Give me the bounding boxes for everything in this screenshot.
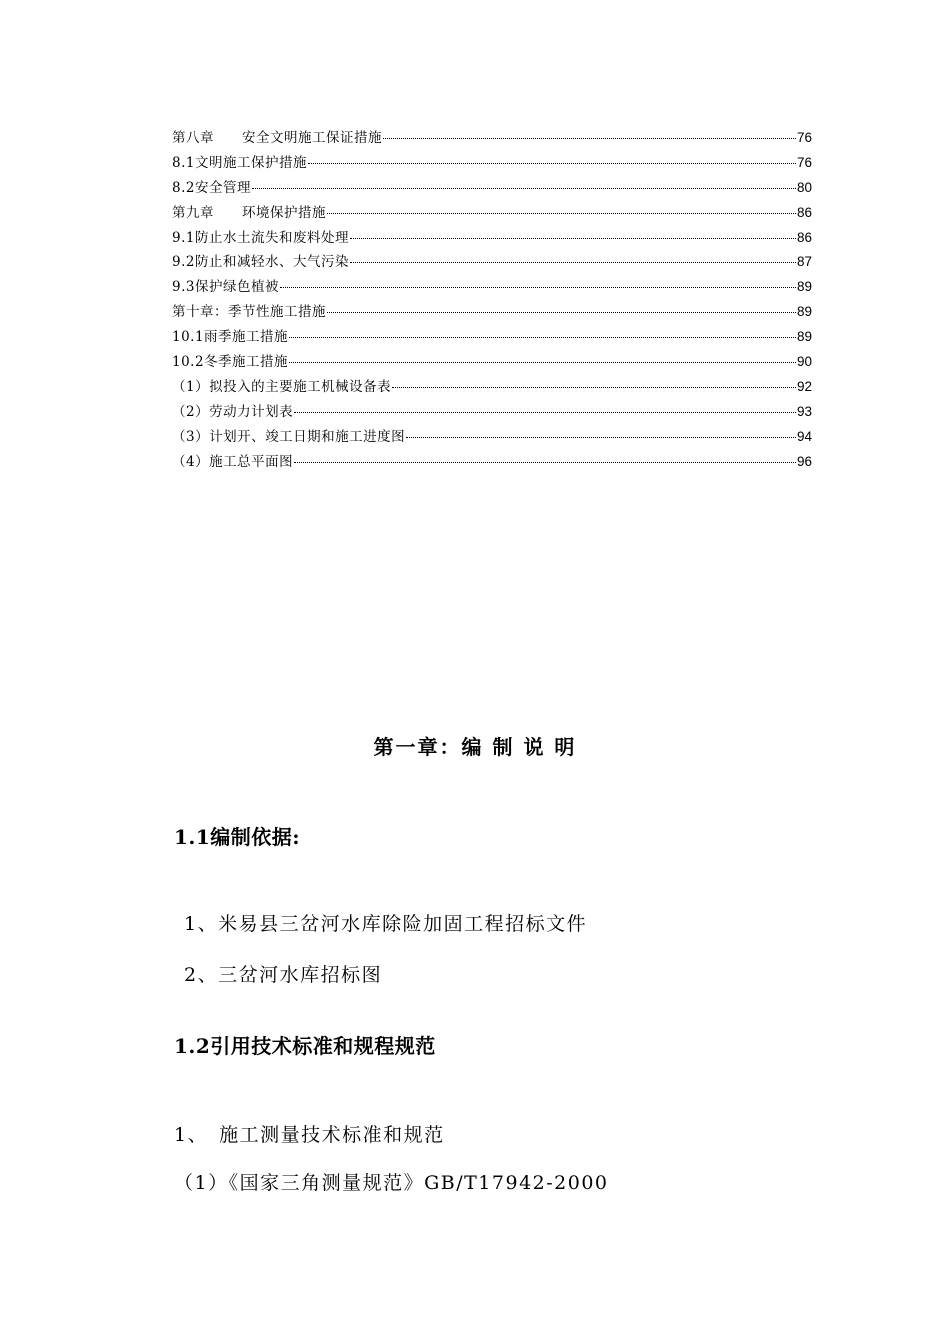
toc-entry-title: 9.2防止和减轻水、大气污染 (172, 254, 349, 271)
toc-entry-title: （3）计划开、竣工日期和施工进度图 (172, 428, 406, 445)
toc-entry[interactable] (172, 450, 812, 475)
toc-entry-page: 94 (796, 428, 812, 444)
toc-entry-title: 9.3保护绿色植被 (172, 279, 279, 296)
toc-entry-page: 92 (796, 378, 812, 394)
toc-entry[interactable] (172, 350, 812, 375)
toc-entry-page: 89 (796, 304, 812, 320)
toc-leader-dots (383, 138, 796, 139)
toc-leader-dots (280, 287, 796, 288)
toc-entry-title: （4）施工总平面图 (172, 453, 294, 470)
list-item: 1、米易县三岔河水库除险加固工程招标文件 (184, 913, 588, 935)
toc-leader-dots (289, 337, 796, 338)
toc-entry-page: 89 (796, 329, 812, 345)
toc-entry-page: 76 (796, 130, 812, 145)
toc-entry-title: 8.1文明施工保护措施 (172, 154, 307, 171)
toc-entry-title: （2）劳动力计划表 (172, 403, 294, 420)
toc-leader-dots (327, 312, 796, 313)
list-item: （1）《国家三角测量规范》GB/T17942-2000 (174, 1172, 609, 1194)
toc-leader-dots (294, 462, 796, 463)
toc-entry[interactable] (172, 325, 812, 350)
toc-leader-dots (252, 188, 796, 189)
toc-entry-page: 76 (796, 154, 812, 170)
toc-entry-page: 86 (796, 204, 812, 220)
toc-entry[interactable] (172, 250, 812, 275)
section-heading: 1.2引用技术标准和规程规范 (174, 1034, 436, 1058)
toc-leader-dots (392, 387, 796, 388)
toc-entry-page: 90 (796, 354, 812, 370)
toc-leader-dots (327, 213, 796, 214)
toc-entry-title: 9.1防止水土流失和废料处理 (172, 229, 349, 246)
toc-entry-page: 86 (796, 229, 812, 245)
toc-entry-page: 96 (796, 453, 812, 469)
table-of-contents (172, 126, 812, 474)
toc-leader-dots (350, 238, 796, 239)
toc-entry[interactable] (172, 400, 812, 425)
toc-entry-title: 第九章 环境保护措施 (172, 204, 326, 221)
list-item: 2、三岔河水库招标图 (184, 964, 383, 986)
toc-entry[interactable] (172, 226, 812, 251)
toc-entry-title: 8.2安全管理 (172, 179, 251, 196)
toc-entry[interactable] (172, 176, 812, 201)
toc-entry-title: 10.1雨季施工措施 (172, 329, 289, 346)
toc-entry-page: 89 (796, 279, 812, 295)
toc-entry-page: 93 (796, 403, 812, 419)
toc-entry[interactable] (172, 126, 812, 151)
toc-entry-page: 87 (796, 254, 812, 270)
chapter-title: 第一章：编 制 说 明 (373, 735, 577, 759)
toc-entry-title: 第八章 安全文明施工保证措施 (172, 130, 382, 146)
list-item: 1、 施工测量技术标准和规范 (174, 1124, 445, 1146)
toc-entry[interactable] (172, 375, 812, 400)
toc-entry-page: 80 (796, 179, 812, 195)
toc-entry[interactable] (172, 275, 812, 300)
toc-leader-dots (294, 412, 796, 413)
toc-leader-dots (350, 262, 796, 263)
toc-leader-dots (406, 437, 796, 438)
toc-entry[interactable] (172, 201, 812, 226)
toc-entry-title: 10.2冬季施工措施 (172, 354, 289, 371)
toc-leader-dots (308, 163, 796, 164)
toc-entry[interactable] (172, 300, 812, 325)
toc-entry-title: （1）拟投入的主要施工机械设备表 (172, 378, 392, 395)
toc-entry-title: 第十章：季节性施工措施 (172, 304, 326, 321)
section-heading: 1.1编制依据: (174, 825, 301, 849)
toc-entry[interactable] (172, 151, 812, 176)
toc-entry[interactable] (172, 425, 812, 450)
toc-leader-dots (289, 362, 796, 363)
